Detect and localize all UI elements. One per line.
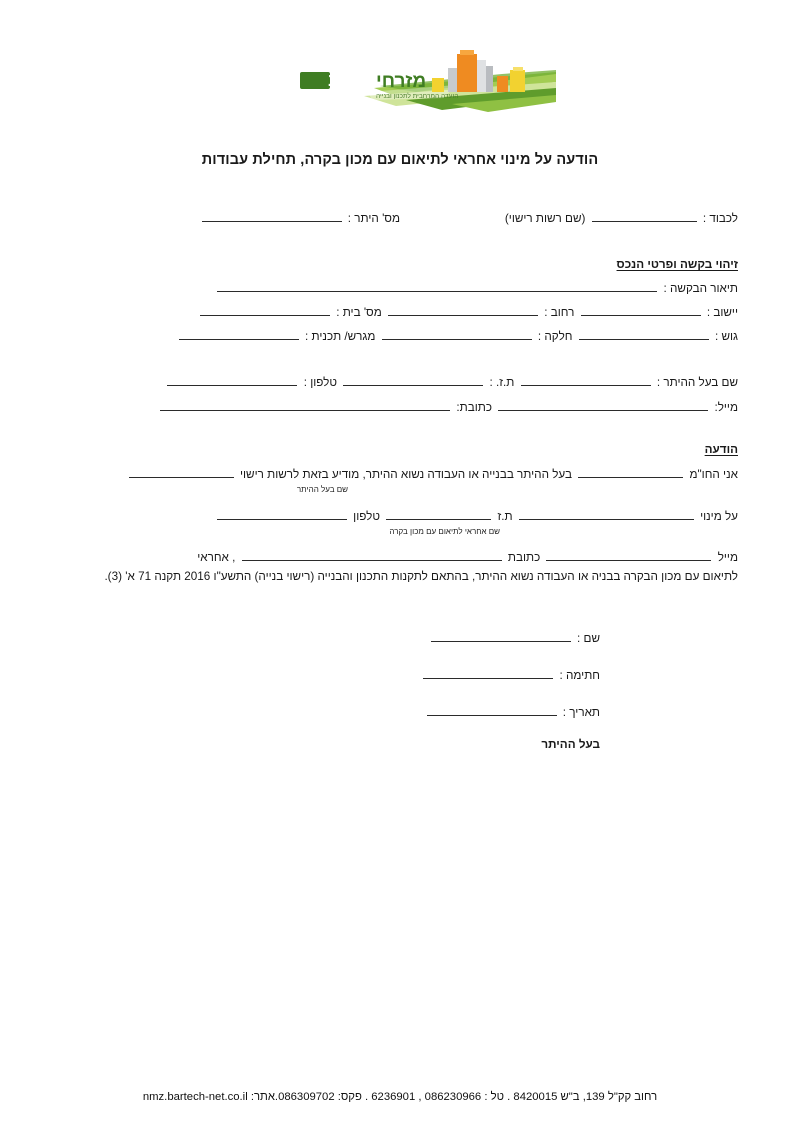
footer-address: רחוב קק"ל 139, ב"ש 8420015 . טל : 086230966 , 6236901 . פקס: 086309702.אתר: bbox=[250, 1091, 658, 1103]
plot-plan-label: מגרש/ תכנית : bbox=[305, 330, 376, 343]
street-input[interactable] bbox=[388, 307, 538, 316]
page-footer bbox=[0, 1091, 800, 1103]
caption-coordination-officer: שם אחראי לתיאום עם מכון בקרה bbox=[389, 527, 500, 536]
owner-phone-label: טלפון : bbox=[303, 376, 338, 389]
owner-name-label: שם בעל ההיתר : bbox=[656, 376, 738, 389]
notice-owner-name-input[interactable] bbox=[578, 469, 683, 478]
appointment-label: על מינוי bbox=[700, 510, 738, 523]
addressee-input[interactable] bbox=[592, 213, 697, 222]
owner-id-input[interactable] bbox=[343, 377, 483, 386]
notice-declaration-text: בעל ההיתר בבנייה או העבודה נשוא ההיתר, מודיע בזאת לרשות רישוי bbox=[239, 468, 572, 481]
signature-label: חתימה : bbox=[559, 669, 600, 682]
footer-website[interactable]: nmz.bartech-net.co.il bbox=[142, 1091, 248, 1103]
notice-line-3 bbox=[197, 551, 738, 565]
signature-date-row bbox=[424, 706, 600, 720]
svg-text:מזרחי: מזרחי bbox=[376, 71, 427, 92]
owner-mail-input[interactable] bbox=[498, 402, 708, 411]
negev-mizrahi-logo bbox=[256, 42, 556, 114]
notice-line3-tail: , אחראי bbox=[197, 551, 236, 564]
notice-line-4: לתיאום עם מכון הבקרה בבניה או העבודה נשוא ההיתר, בהתאם לתקנות התכנון והבנייה (רישוי בנייה) התשע"ו 2016 תקנה 71 א' (3). bbox=[104, 570, 738, 583]
svg-text:נגב: נגב bbox=[328, 70, 356, 90]
notice-authority-input[interactable] bbox=[129, 469, 234, 478]
signature-name-row bbox=[428, 632, 600, 646]
owner-name-input[interactable] bbox=[521, 377, 651, 386]
owner-address-input[interactable] bbox=[160, 402, 450, 411]
signature-name-input[interactable] bbox=[431, 633, 571, 642]
street-label: רחוב : bbox=[544, 306, 575, 319]
block-input[interactable] bbox=[579, 331, 709, 340]
locality-input[interactable] bbox=[581, 307, 701, 316]
appointee-mail-label: מייל bbox=[717, 551, 738, 564]
appointee-phone-input[interactable] bbox=[217, 511, 347, 520]
appointee-name-input[interactable] bbox=[519, 511, 694, 520]
owner-row bbox=[164, 376, 738, 390]
document-title: הודעה על מינוי אחראי לתיאום עם מכון בקרה, תחילת עבודות bbox=[201, 152, 599, 168]
signature-sign-row bbox=[420, 669, 600, 683]
owner-contact-row bbox=[157, 401, 738, 415]
notice-line-2 bbox=[214, 510, 738, 524]
locality-row bbox=[197, 306, 738, 320]
addressee-row bbox=[505, 212, 738, 226]
request-description-input[interactable] bbox=[217, 283, 657, 292]
house-number-label: מס' בית : bbox=[336, 306, 382, 319]
permit-number-label: מס' היתר : bbox=[347, 212, 400, 225]
appointee-address-input[interactable] bbox=[242, 552, 502, 561]
section-heading-identify: זיהוי בקשה ופרטי הנכס bbox=[616, 258, 738, 271]
owner-mail-label: מייל: bbox=[714, 401, 738, 414]
block-label: גוש : bbox=[714, 330, 738, 343]
parcel-label: חלקה : bbox=[537, 330, 573, 343]
logo-header bbox=[0, 42, 800, 114]
signature-role-label: בעל ההיתר bbox=[541, 738, 600, 751]
owner-id-label: ת.ז. : bbox=[489, 376, 515, 389]
addressee-hint: (שם רשות רישוי) bbox=[504, 212, 586, 225]
locality-label: יישוב : bbox=[706, 306, 738, 319]
block-row bbox=[176, 330, 738, 344]
addressee-label: לכבוד : bbox=[702, 212, 738, 225]
appointee-address-label: כתובת bbox=[507, 551, 541, 564]
signature-input[interactable] bbox=[423, 670, 553, 679]
appointee-id-input[interactable] bbox=[386, 511, 491, 520]
section-heading-notice: הודעה bbox=[704, 443, 738, 456]
request-description-row bbox=[214, 282, 738, 296]
signature-date-label: תאריך : bbox=[562, 706, 600, 719]
owner-phone-input[interactable] bbox=[167, 377, 297, 386]
notice-undersigned-label: אני החו"מ bbox=[689, 468, 738, 481]
appointee-mail-input[interactable] bbox=[546, 552, 711, 561]
request-description-label: תיאור הבקשה : bbox=[663, 282, 738, 295]
caption-owner-name: שם בעל ההיתר bbox=[296, 485, 348, 494]
owner-address-label: כתובת: bbox=[456, 401, 492, 414]
appointee-phone-label: טלפון bbox=[353, 510, 380, 523]
signature-date-input[interactable] bbox=[427, 707, 557, 716]
svg-text:הועדה המרחבית לתכנון ובנייה: הועדה המרחבית לתכנון ובנייה bbox=[376, 93, 459, 100]
signature-name-label: שם : bbox=[577, 632, 600, 645]
house-number-input[interactable] bbox=[200, 307, 330, 316]
appointee-id-label: ת.ז bbox=[497, 510, 513, 523]
notice-line-1 bbox=[126, 468, 738, 482]
parcel-input[interactable] bbox=[382, 331, 532, 340]
logo-graphic bbox=[256, 42, 556, 114]
permit-number-input[interactable] bbox=[202, 213, 342, 222]
plot-plan-input[interactable] bbox=[179, 331, 299, 340]
permit-number-row bbox=[199, 212, 400, 226]
